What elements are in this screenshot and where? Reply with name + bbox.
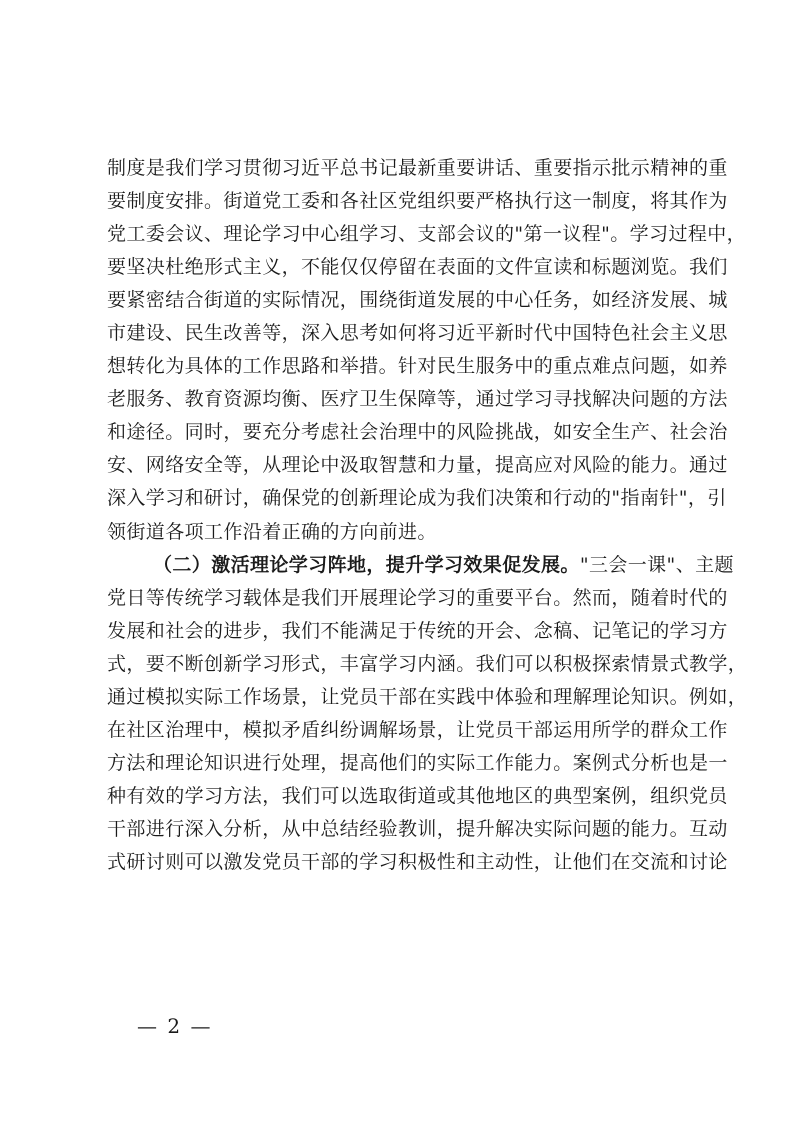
text-line: 党日等传统学习载体是我们开展理论学习的重要平台。然而，随着时代的 bbox=[107, 586, 728, 609]
section-heading-line bbox=[107, 549, 734, 582]
text-line: 要坚决杜绝形式主义，不能仅仅停留在表面的文件宣读和标题浏览。我们 bbox=[107, 256, 728, 279]
text-line: 要紧密结合街道的实际情况，围绕街道发展的中心任务，如经济发展、城 bbox=[107, 289, 728, 312]
text-line: 干部进行深入分析，从中总结经验教训，提升解决实际问题的能力。互动 bbox=[107, 817, 728, 840]
text-line: 在社区治理中，模拟矛盾纠纷调解场景，让党员干部运用所学的群众工作 bbox=[107, 718, 728, 741]
text-line: 领街道各项工作沿着正确的方向前进。 bbox=[107, 520, 437, 543]
text-line: 安、网络安全等，从理论中汲取智慧和力量，提高应对风险的能力。通过 bbox=[107, 454, 728, 477]
text-line: 想转化为具体的工作思路和举措。针对民生服务中的重点难点问题，如养 bbox=[107, 355, 728, 378]
text-line: 方法和理论知识进行处理，提高他们的实际工作能力。案例式分析也是一 bbox=[107, 751, 728, 774]
text-line: 通过模拟实际工作场景，让党员干部在实践中体验和理解理论知识。例如， bbox=[107, 685, 748, 708]
text-line: 式，要不断创新学习形式，丰富学习内涵。我们可以积极探索情景式教学， bbox=[107, 652, 748, 675]
text-line: 市建设、民生改善等，深入思考如何将习近平新时代中国特色社会主义思 bbox=[107, 322, 728, 345]
text-line: 老服务、教育资源均衡、医疗卫生保障等，通过学习寻找解决问题的方法 bbox=[107, 388, 728, 411]
text-line: 发展和社会的进步，我们不能满足于传统的开会、念稿、记笔记的学习方 bbox=[107, 619, 728, 642]
body-text bbox=[107, 152, 748, 879]
text-line: 和途径。同时，要充分考虑社会治理中的风险挑战，如安全生产、社会治 bbox=[107, 421, 728, 444]
section-heading-rest: "三会一课"、主题 bbox=[579, 553, 734, 576]
page-number: — 2 — bbox=[137, 1014, 213, 1038]
text-line: 制度是我们学习贯彻习近平总书记最新重要讲话、重要指示批示精神的重 bbox=[107, 157, 728, 179]
text-line: 深入学习和研讨，确保党的创新理论成为我们决策和行动的"指南针"，引 bbox=[107, 487, 727, 510]
text-line: 种有效的学习方法，我们可以选取街道或其他地区的典型案例，组织党员 bbox=[107, 784, 728, 807]
text-line: 式研讨则可以激发党员干部的学习积极性和主动性，让他们在交流和讨论 bbox=[107, 850, 728, 873]
section-heading: （二）激活理论学习阵地，提升学习效果促发展。 bbox=[153, 553, 580, 576]
text-line: 党工委会议、理论学习中心组学习、支部会议的"第一议程"。学习过程中， bbox=[107, 223, 747, 246]
text-line: 要制度安排。街道党工委和各社区党组织要严格执行这一制度，将其作为 bbox=[107, 190, 728, 213]
